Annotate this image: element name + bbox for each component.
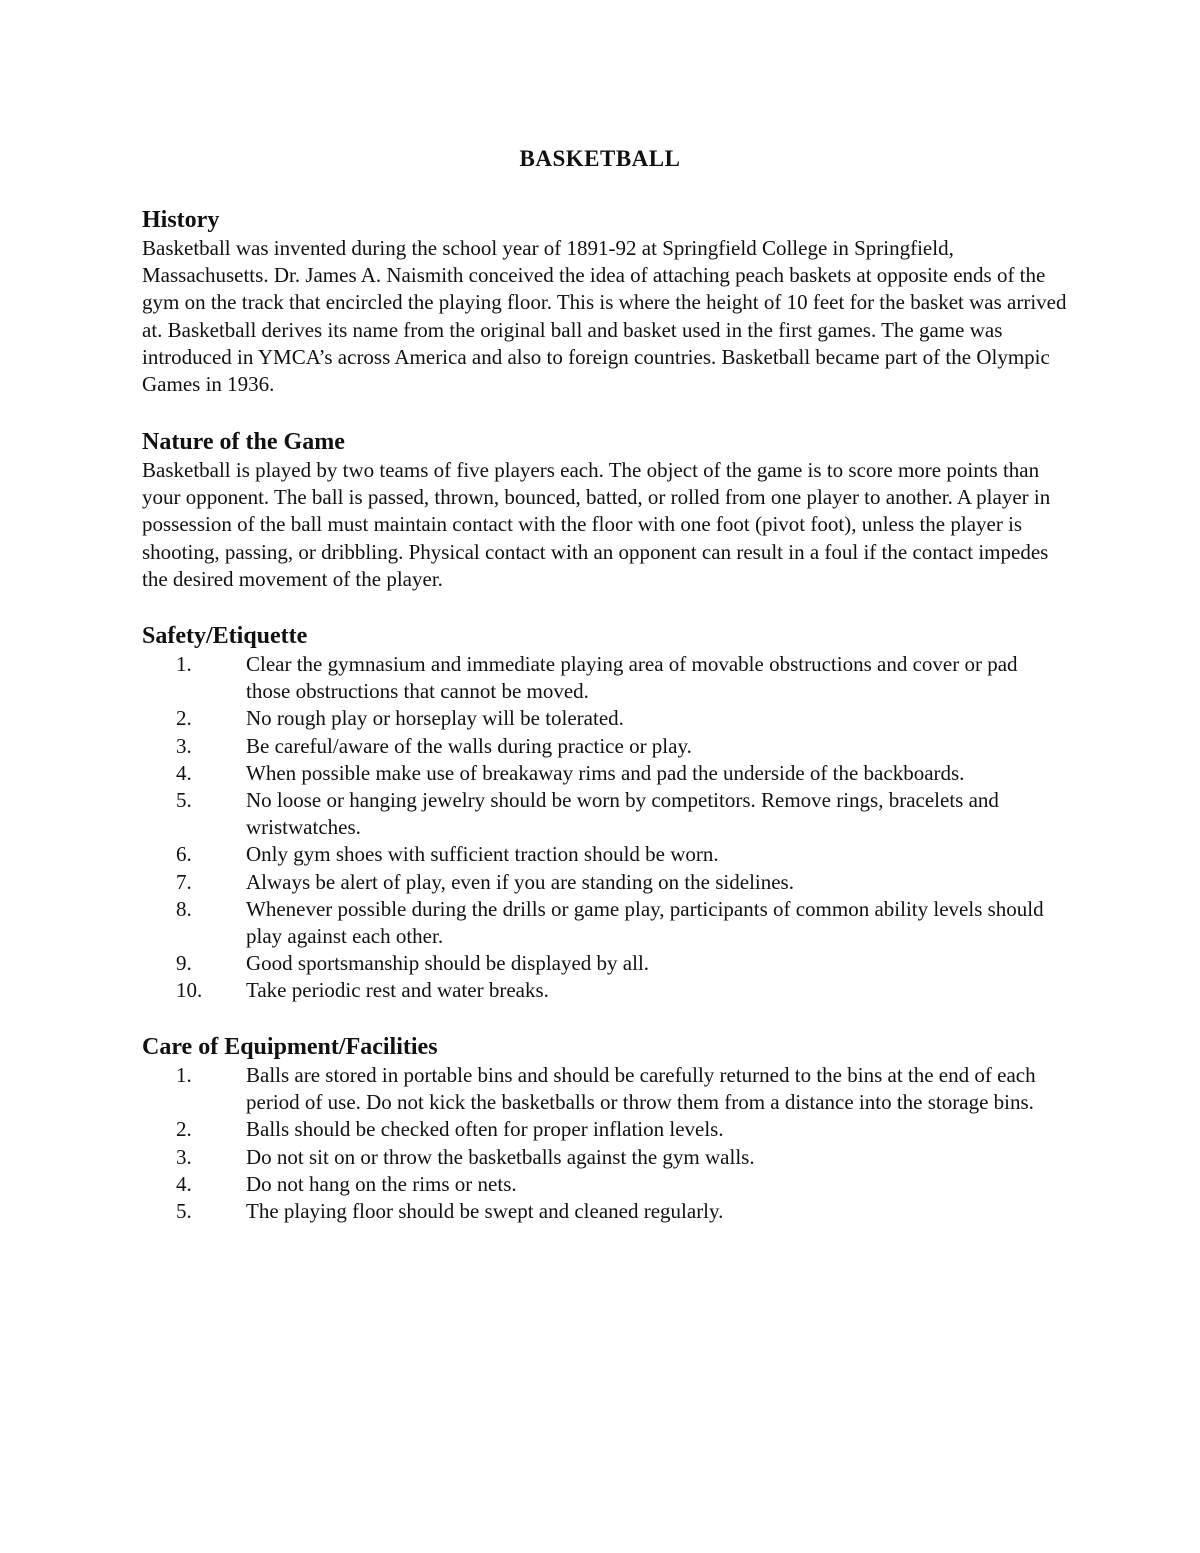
safety-heading: Safety/Etiquette <box>142 623 308 649</box>
list-item <box>142 869 1072 896</box>
item-text: No rough play or horseplay will be tolerated. <box>246 706 624 731</box>
item-text: No loose or hanging jewelry should be worn by competitors. Remove rings, bracelets and wristwatches. <box>246 788 999 840</box>
item-number: 4. <box>176 1171 192 1196</box>
list-item <box>142 977 1072 1004</box>
document-title: BASKETBALL <box>519 146 681 171</box>
item-text: Take periodic rest and water breaks. <box>246 978 549 1003</box>
list-item <box>142 1062 1072 1116</box>
item-number: 5. <box>176 788 192 813</box>
item-text: Whenever possible during the drills or game play, participants of common ability levels should play against each other. <box>246 896 1044 949</box>
list-item <box>142 705 1072 732</box>
item-text: Do not hang on the rims or nets. <box>246 1171 517 1196</box>
item-text: Balls should be checked often for proper inflation levels. <box>246 1117 724 1142</box>
item-text: Only gym shoes with sufficient traction should be worn. <box>246 842 719 867</box>
item-number: 3. <box>176 733 192 758</box>
nature-paragraph: Basketball is played by two teams of five players each. The object of the game is to score more points than your opponent. The ball is passed, thrown, bounced, batted, or rolled from one player to another. A player in possession of the ball must maintain contact with the floor with one foot (pivot foot), unless the player is shooting, passing, or dribbling. Physical contact with an opponent can result in a foul if the contact impedes the desired movement of the player. <box>142 458 1051 591</box>
item-text: Good sportsmanship should be displayed by all. <box>246 951 650 976</box>
history-paragraph: Basketball was invented during the school year of 1891-92 at Springfield College in Springfield, Massachusetts. Dr. James A. Naismith conceived the idea of attaching peach baskets at opposite ends of the gym on the track that encircled the playing floor. This is where the height of 10 feet for the basket was arrived at. Basketball derives its name from the original ball and basket used in the first games. The game was introduced in YMCA’s across America and also to foreign countries. Basketball became part of the Olympic Games in 1936. <box>142 236 1067 397</box>
item-number: 10. <box>176 978 203 1003</box>
list-item <box>142 787 1072 841</box>
item-text: Balls are stored in portable bins and should be carefully returned to the bins at the end of each period of use. Do not kick the basketballs or throw them from a distance into the storage bins. <box>246 1063 1036 1115</box>
item-number: 4. <box>176 760 192 785</box>
item-number: 3. <box>176 1144 192 1169</box>
nature-section <box>142 427 1072 593</box>
item-text: Clear the gymnasium and immediate playing area of movable obstructions and cover or pad those obstructions that cannot be moved. <box>246 652 1018 704</box>
item-text: The playing floor should be swept and cleaned regularly. <box>246 1199 724 1224</box>
item-number: 2. <box>176 1117 192 1142</box>
safety-section <box>142 621 1072 1005</box>
item-number: 2. <box>176 706 192 731</box>
list-item <box>142 841 1072 868</box>
item-text: Do not sit on or throw the basketballs against the gym walls. <box>246 1144 755 1169</box>
list-item <box>142 1198 1072 1225</box>
list-item <box>142 1144 1072 1171</box>
list-item <box>142 651 1072 705</box>
history-section <box>142 205 1072 398</box>
care-heading: Care of Equipment/Facilities <box>142 1034 438 1060</box>
item-number: 1. <box>176 1063 192 1087</box>
item-text: Always be alert of play, even if you are standing on the sidelines. <box>246 869 794 894</box>
item-number: 8. <box>176 896 192 921</box>
item-number: 7. <box>176 869 192 894</box>
safety-list <box>142 651 1072 1005</box>
item-text: When possible make use of breakaway rims and pad the underside of the backboards. <box>246 760 965 785</box>
list-item <box>142 950 1072 977</box>
item-number: 6. <box>176 842 192 867</box>
item-text: Be careful/aware of the walls during practice or play. <box>246 733 692 758</box>
item-number: 9. <box>176 951 192 976</box>
list-item <box>142 1171 1072 1198</box>
care-section <box>142 1032 1072 1225</box>
list-item <box>142 760 1072 787</box>
history-heading: History <box>142 207 220 233</box>
care-list <box>142 1062 1072 1225</box>
nature-heading: Nature of the Game <box>142 429 345 455</box>
item-number: 1. <box>176 652 192 676</box>
list-item <box>142 733 1072 760</box>
item-number: 5. <box>176 1199 192 1224</box>
list-item <box>142 1116 1072 1143</box>
list-item <box>142 896 1072 950</box>
